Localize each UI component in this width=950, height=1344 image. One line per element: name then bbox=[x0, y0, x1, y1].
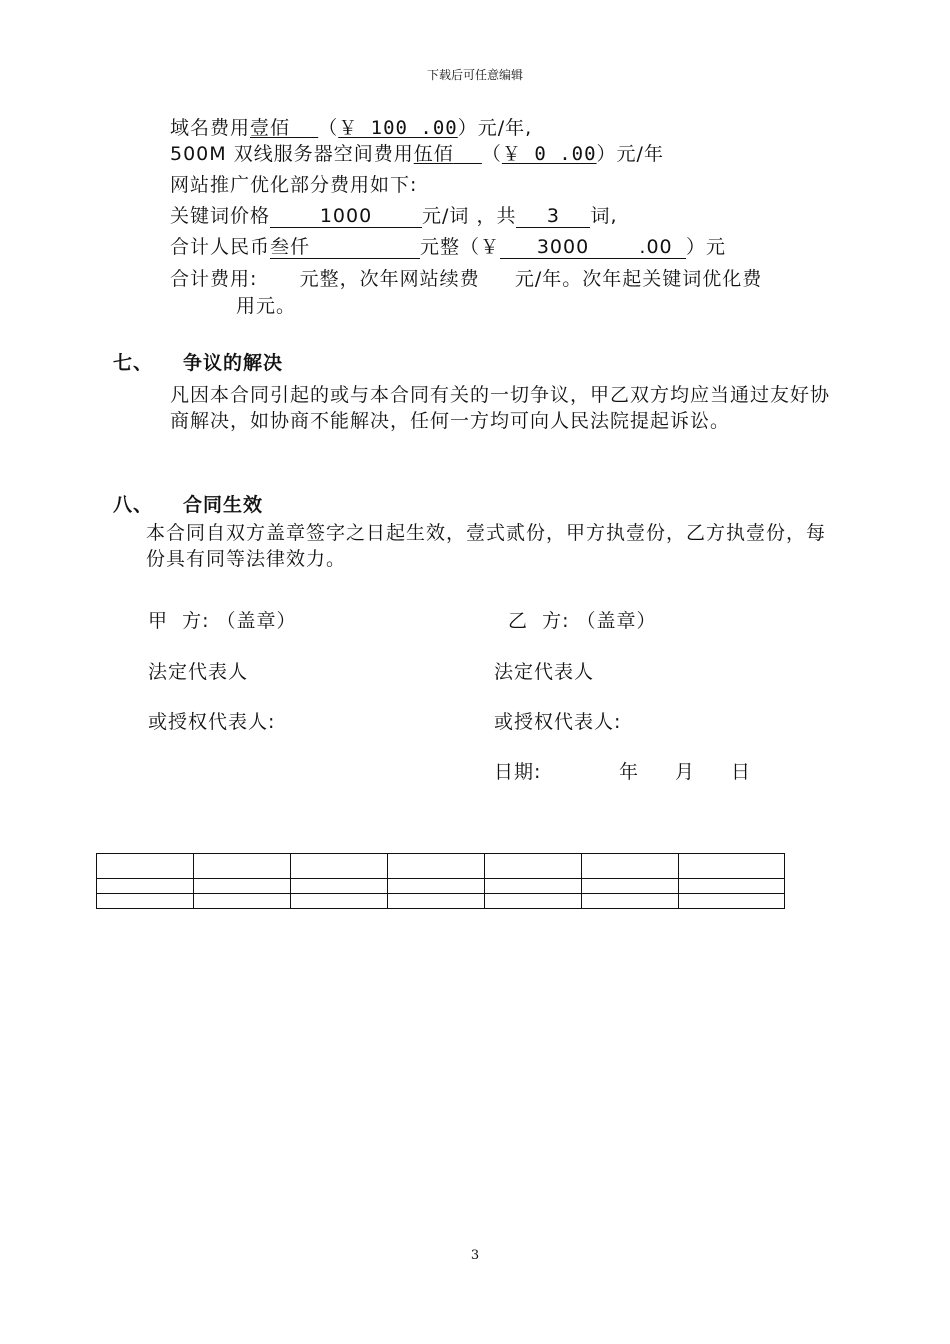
table-cell bbox=[97, 879, 194, 894]
table-cell bbox=[388, 854, 485, 879]
domain-fee-amount-num: ￥ 100 .00 bbox=[338, 117, 458, 139]
page-header: 下载后可任意编辑 bbox=[426, 68, 523, 82]
section-7-number: 七、 bbox=[113, 352, 154, 374]
table-cell bbox=[485, 879, 582, 894]
section-8-text: 本合同自双方盖章签字之日起生效，壹式贰份，甲方执壹份，乙方执壹份，每份具有同等法律效力。 bbox=[146, 522, 827, 570]
total-amount-dec: .00 bbox=[626, 236, 686, 259]
party-a-legal-rep: 法定代表人 bbox=[148, 661, 249, 683]
party-b-auth-rep: 或授权代表人: bbox=[494, 711, 622, 733]
table-cell bbox=[582, 894, 679, 909]
sum-line-1: 合计费用: 元整，次年网站续费 元/年。次年起关键词优化费 bbox=[170, 268, 763, 290]
sum-line-2: 用元。 bbox=[236, 295, 297, 317]
table-cell bbox=[679, 879, 785, 894]
table-row bbox=[97, 879, 785, 894]
total-cn-tail: 元整（￥ bbox=[420, 236, 501, 258]
table-cell bbox=[388, 879, 485, 894]
page-number: 3 bbox=[470, 1248, 480, 1263]
table-cell bbox=[291, 854, 388, 879]
table-cell bbox=[582, 879, 679, 894]
date-label: 日期: bbox=[494, 761, 542, 783]
total-line bbox=[170, 232, 726, 259]
keyword-price-label: 关键词价格 bbox=[170, 205, 271, 227]
domain-fee-label: 域名费用 bbox=[170, 117, 251, 139]
table-cell bbox=[97, 854, 194, 879]
keyword-price-value: 1000 bbox=[270, 205, 422, 228]
party-b-legal-rep: 法定代表人 bbox=[494, 661, 595, 683]
table-cell bbox=[194, 879, 291, 894]
party-a-auth-rep: 或授权代表人: bbox=[148, 711, 276, 733]
section-8-number: 八、 bbox=[113, 494, 154, 516]
server-fee-amount-num: ￥ 0 .00 bbox=[501, 143, 597, 165]
domain-fee-amount-cn: 壹佰 bbox=[250, 117, 291, 139]
total-close: ）元 bbox=[686, 236, 727, 258]
date-day: 日 bbox=[731, 761, 752, 783]
server-fee-label: 500M 双线服务器空间费用 bbox=[170, 143, 414, 165]
table-cell bbox=[291, 894, 388, 909]
table-cell bbox=[291, 879, 388, 894]
section-8-title: 合同生效 bbox=[183, 494, 264, 516]
promo-label: 网站推广优化部分费用如下: bbox=[170, 174, 418, 196]
server-fee-close: ）元/年 bbox=[596, 143, 664, 165]
total-label: 合计人民币 bbox=[170, 236, 271, 258]
empty-table bbox=[96, 853, 785, 909]
table-row bbox=[97, 854, 785, 879]
table-cell bbox=[97, 894, 194, 909]
domain-fee-line bbox=[170, 113, 532, 140]
total-amount-cn: 叁仟 bbox=[270, 236, 420, 259]
server-fee-line bbox=[170, 139, 664, 166]
table-cell bbox=[388, 894, 485, 909]
table-cell bbox=[485, 894, 582, 909]
table-cell bbox=[194, 894, 291, 909]
domain-fee-open: （ bbox=[318, 117, 339, 139]
domain-fee-close: ）元/年, bbox=[457, 117, 533, 139]
party-a-seal: 甲 方: （盖章） bbox=[148, 610, 297, 632]
date-year: 年 bbox=[619, 761, 640, 783]
keyword-count: 3 bbox=[516, 205, 590, 228]
section-7-title: 争议的解决 bbox=[183, 352, 284, 374]
total-amount-num: 3000 bbox=[500, 236, 626, 259]
table-cell bbox=[485, 854, 582, 879]
table-row bbox=[97, 894, 785, 909]
server-fee-open: （ bbox=[481, 143, 502, 165]
server-fee-amount-cn: 伍佰 bbox=[413, 143, 454, 165]
keyword-unit: 元/词 ，共 bbox=[422, 205, 517, 227]
date-month: 月 bbox=[675, 761, 696, 783]
table-cell bbox=[194, 854, 291, 879]
party-b-seal: 乙 方: （盖章） bbox=[508, 610, 657, 632]
section-7-text: 凡因本合同引起的或与本合同有关的一切争议，甲乙双方均应当通过友好协商解决，如协商不能解决，任何一方均可向人民法院提起诉讼。 bbox=[170, 384, 831, 432]
table-cell bbox=[679, 894, 785, 909]
table-cell bbox=[679, 854, 785, 879]
keyword-price-line bbox=[170, 201, 618, 228]
table-cell bbox=[582, 854, 679, 879]
keyword-tail: 词, bbox=[590, 205, 618, 227]
